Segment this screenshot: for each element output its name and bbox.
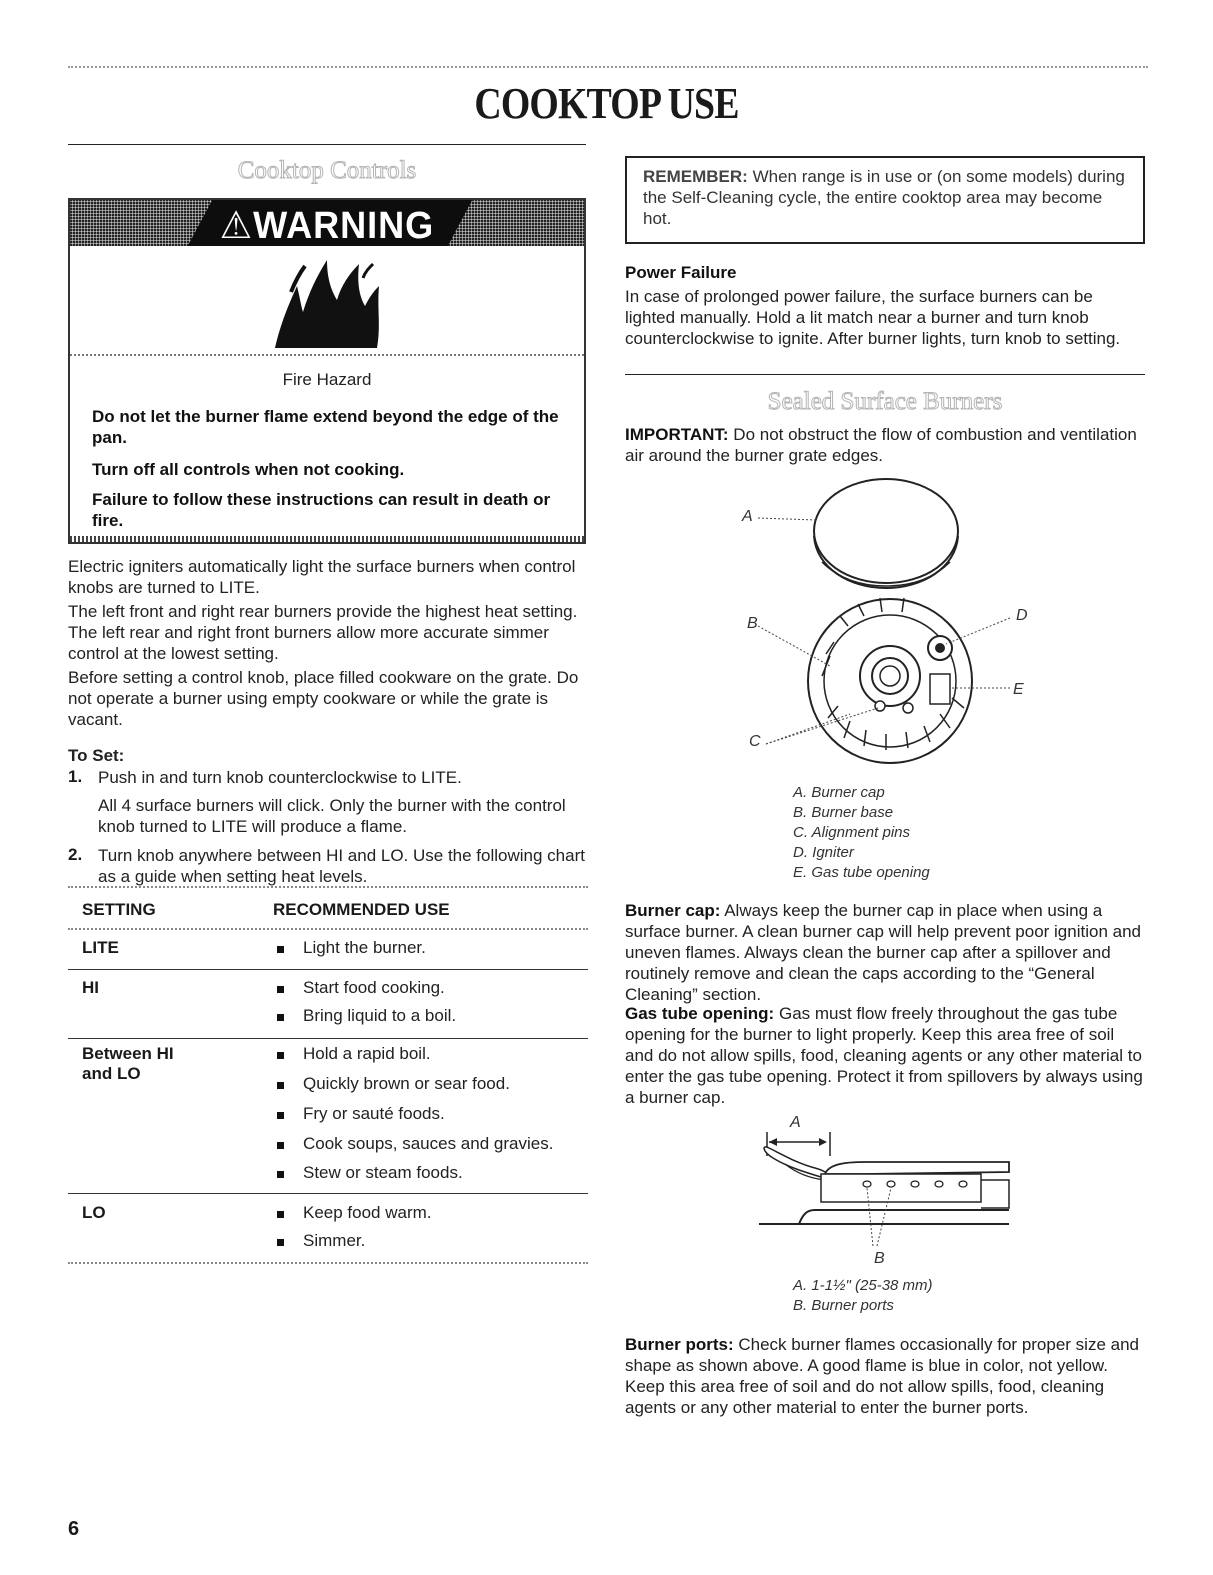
table-row-setting: HI bbox=[82, 978, 99, 997]
to-set-heading: To Set: bbox=[68, 746, 125, 765]
diagram-label-a: A bbox=[742, 508, 753, 525]
power-failure-text: In case of prolonged power failure, the surface burners can be lighted manually. Hold a lit match near a burner and turn knob counterclockwise to ignite. After burner lights, turn knob to setting. bbox=[625, 287, 1121, 348]
settings-table bbox=[68, 886, 588, 1266]
ports-label-b: B bbox=[874, 1250, 885, 1267]
diagram-label-e: E bbox=[1013, 681, 1024, 698]
bullet-icon bbox=[277, 1112, 284, 1119]
table-row: Keep food warm. bbox=[68, 1203, 588, 1227]
burner-ports-diagram bbox=[755, 1118, 1017, 1268]
section-heading-cooktop-controls: Cooktop Controls bbox=[237, 157, 417, 184]
warning-hazard-title: Fire Hazard bbox=[282, 370, 372, 389]
step-1-number: 1. bbox=[68, 767, 83, 786]
table-row: Fry or sauté foods. bbox=[68, 1104, 588, 1128]
bullet-icon bbox=[277, 1082, 284, 1089]
paragraph-igniters: Electric igniters automatically light the surface burners when control knobs are turned to LITE. bbox=[68, 557, 576, 597]
warning-line-3: Failure to follow these instructions can result in death or fire. bbox=[92, 490, 551, 530]
step-2-number: 2. bbox=[68, 845, 83, 864]
warning-box bbox=[68, 198, 586, 544]
section-rule bbox=[68, 144, 586, 145]
warning-divider bbox=[70, 354, 584, 356]
table-row: Simmer. bbox=[68, 1231, 588, 1255]
bullet-icon bbox=[277, 1014, 284, 1021]
bullet-icon bbox=[277, 1142, 284, 1149]
table-row: Quickly brown or sear food. bbox=[68, 1074, 588, 1098]
power-failure-heading: Power Failure bbox=[625, 263, 737, 282]
bullet-icon bbox=[277, 1171, 284, 1178]
ports-diagram-captions: A. 1-1½" (25-38 mm) B. Burner ports bbox=[793, 1277, 933, 1314]
paragraph-burner-heat: The left front and right rear burners provide the highest heat setting. The left rear and right front burners allow more accurate simmer control at the lowest setting. bbox=[68, 602, 578, 663]
section-rule bbox=[625, 374, 1145, 375]
bullet-icon bbox=[277, 946, 284, 953]
bullet-icon bbox=[277, 1239, 284, 1246]
burner-diagram-captions: A. Burner cap B. Burner base C. Alignment pins D. Igniter E. Gas tube opening bbox=[793, 784, 930, 881]
table-row: Hold a rapid boil. bbox=[68, 1044, 588, 1068]
remember-text: REMEMBER: When range is in use or (on some models) during the Self-Cleaning cycle, the entire cooktop area may become hot. bbox=[643, 167, 1125, 228]
table-header-setting: SETTING bbox=[82, 900, 156, 919]
burner-ports-paragraph: Burner ports: Check burner flames occasionally for proper size and shape as shown above. A good flame is blue in color, not yellow. Keep this area free of soil and do not allow spills, food, cleaning agents or any other material to enter the burner ports. bbox=[625, 1335, 1139, 1417]
gas-tube-paragraph: Gas tube opening: Gas must flow freely throughout the gas tube opening for the burner to light properly. Keep this area free of soil and do not allow spills, food, cleaning agents or any other material to enter the gas tube opening. Protect it from spillovers by always using a burner cap. bbox=[625, 1004, 1143, 1107]
warning-line-2: Turn off all controls when not cooking. bbox=[92, 460, 405, 479]
table-row-setting: LO bbox=[82, 1203, 106, 1222]
diagram-label-b: B bbox=[747, 615, 758, 632]
burner-exploded-diagram bbox=[730, 476, 1050, 766]
table-row-setting: LITE bbox=[82, 938, 119, 957]
burner-cap-paragraph: Burner cap: Always keep the burner cap in place when using a surface burner. A clean burner cap will help prevent poor ignition and uneven flames. Always clean the burner cap after a spillover and routinely remove and clean the caps according to the “General Cleaning” section. bbox=[625, 901, 1141, 1004]
bullet-icon bbox=[277, 1052, 284, 1059]
ports-label-a: A bbox=[790, 1114, 801, 1131]
bullet-icon bbox=[277, 1211, 284, 1218]
page-title: COOKTOP USE bbox=[474, 79, 739, 128]
table-row: Bring liquid to a boil. bbox=[68, 1006, 588, 1030]
diagram-label-c: C bbox=[749, 733, 761, 750]
diagram-label-d: D bbox=[1016, 607, 1028, 624]
top-dotted-rule bbox=[68, 66, 1148, 68]
step-1-text: Push in and turn knob counterclockwise to LITE. bbox=[98, 768, 462, 787]
bullet-icon bbox=[277, 986, 284, 993]
table-row: Stew or steam foods. bbox=[68, 1163, 588, 1187]
remember-box bbox=[625, 156, 1145, 244]
warning-banner-text: ⚠WARNING bbox=[219, 205, 435, 246]
step-2-text: Turn knob anywhere between HI and LO. Use the following chart as a guide when setting heat levels. bbox=[98, 846, 585, 886]
page-number: 6 bbox=[68, 1518, 80, 1540]
important-paragraph: IMPORTANT: Do not obstruct the flow of combustion and ventilation air around the burner grate edges. bbox=[625, 425, 1137, 465]
fire-hazard-icon bbox=[267, 252, 387, 350]
table-row-setting: Between HI and LO bbox=[82, 1044, 174, 1083]
table-row: Start food cooking. bbox=[68, 978, 588, 1002]
table-header-recommended-use: RECOMMENDED USE bbox=[273, 900, 450, 919]
section-heading-sealed-surface-burners: Sealed Surface Burners bbox=[767, 388, 1003, 415]
warning-banner bbox=[70, 200, 584, 246]
warning-bottom-stripe bbox=[70, 536, 584, 542]
table-row: Light the burner. bbox=[68, 938, 588, 962]
step-1-subtext: All 4 surface burners will click. Only the burner with the control knob turned to LITE will produce a flame. bbox=[98, 796, 566, 836]
warning-triangle-icon: ⚠ bbox=[219, 205, 254, 246]
paragraph-cookware: Before setting a control knob, place filled cookware on the grate. Do not operate a burner using empty cookware or while the grate is vacant. bbox=[68, 668, 579, 729]
warning-line-1: Do not let the burner flame extend beyond the edge of the pan. bbox=[92, 407, 559, 447]
table-row: Cook soups, sauces and gravies. bbox=[68, 1134, 588, 1158]
